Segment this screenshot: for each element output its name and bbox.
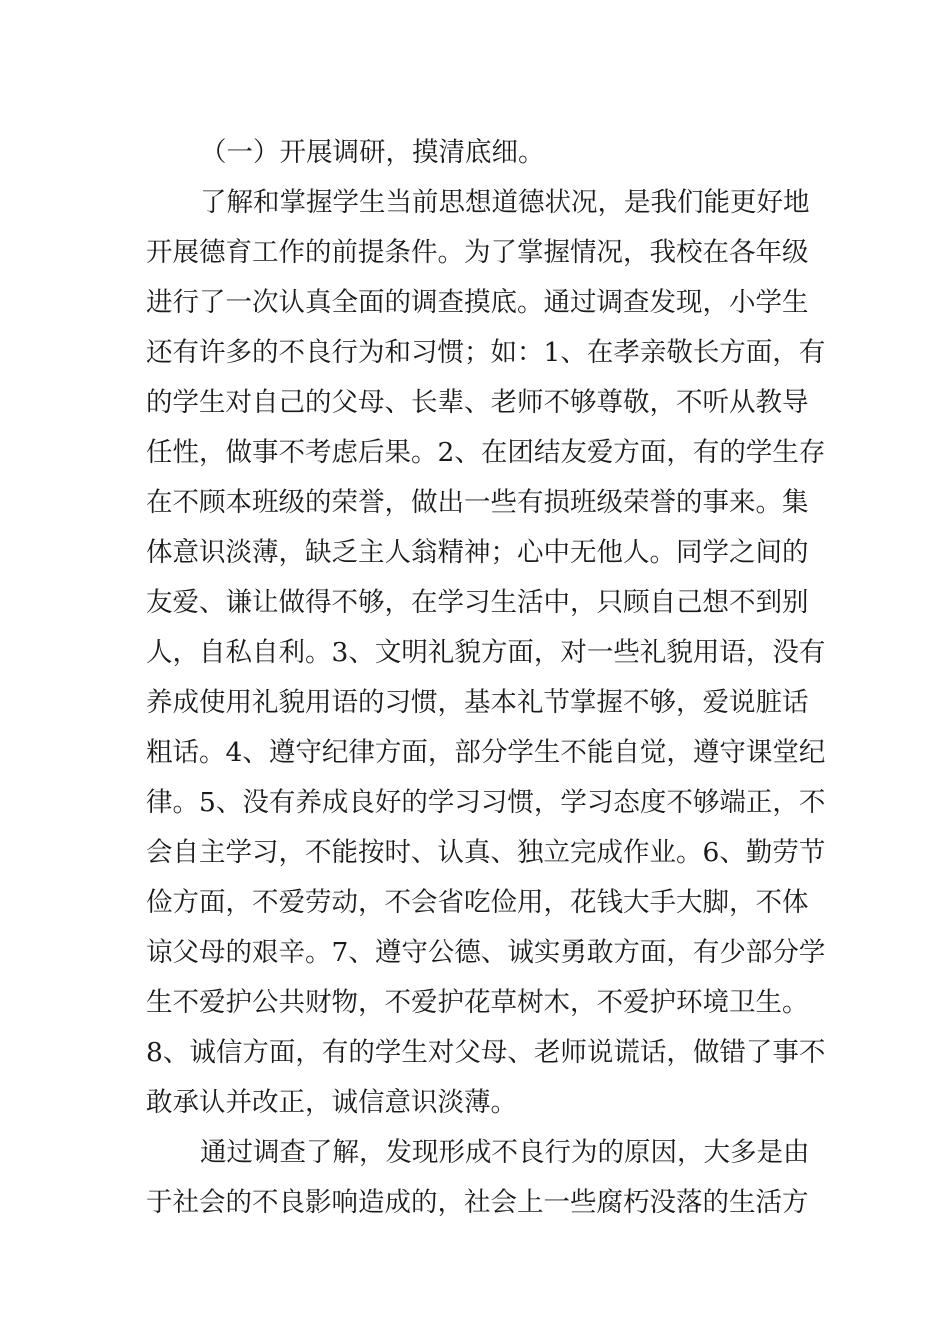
paragraph-line: 了解和掌握学生当前思想道德状况，是我们能更好地 [200, 187, 810, 218]
paragraph-line: 俭方面，不爱劳动，不会省吃俭用，花钱大手大脚，不体 [146, 887, 809, 918]
paragraph-line: 的学生对自己的父母、长辈、老师不够尊敬，不听从教导 [146, 387, 809, 418]
paragraph-line: 粗话。4、遵守纪律方面，部分学生不能自觉，遵守课堂纪 [146, 737, 826, 768]
paragraph-line: 谅父母的艰辛。7、遵守公德、诚实勇敢方面，有少部分学 [146, 937, 826, 968]
paragraph-line: 体意识淡薄，缺乏主人翁精神；心中无他人。同学之间的 [146, 537, 809, 568]
paragraph-line: 律。5、没有养成良好的学习习惯，学习态度不够端正，不 [146, 787, 826, 818]
section-heading: （一）开展调研，摸清底细。 [200, 137, 545, 168]
paragraph-line: 会自主学习，不能按时、认真、独立完成作业。6、勤劳节 [146, 837, 826, 868]
paragraph-line: 友爱、谦让做得不够，在学习生活中，只顾自己想不到别 [146, 587, 809, 618]
paragraph-line: 通过调查了解，发现形成不良行为的原因，大多是由 [200, 1137, 810, 1168]
paragraph-line: 8、诚信方面，有的学生对父母、老师说谎话，做错了事不 [146, 1037, 826, 1068]
paragraph-line: 人，自私自利。3、文明礼貌方面，对一些礼貌用语，没有 [146, 637, 826, 668]
paragraph-line: 生不爱护公共财物，不爱护花草树木，不爱护环境卫生。 [146, 987, 809, 1018]
paragraph-line: 进行了一次认真全面的调查摸底。通过调查发现，小学生 [146, 287, 809, 318]
paragraph-line: 敢承认并改正，诚信意识淡薄。 [146, 1087, 517, 1118]
paragraph-line: 养成使用礼貌用语的习惯，基本礼节掌握不够，爱说脏话 [146, 687, 809, 718]
paragraph-line: 于社会的不良影响造成的，社会上一些腐朽没落的生活方 [146, 1187, 809, 1218]
paragraph-line: 任性，做事不考虑后果。2、在团结友爱方面，有的学生存 [146, 437, 826, 468]
paragraph-line: 在不顾本班级的荣誉，做出一些有损班级荣誉的事来。集 [146, 487, 809, 518]
paragraph-line: 开展德育工作的前提条件。为了掌握情况，我校在各年级 [146, 237, 809, 268]
paragraph-line: 还有许多的不良行为和习惯；如：1、在孝亲敬长方面，有 [146, 337, 826, 368]
